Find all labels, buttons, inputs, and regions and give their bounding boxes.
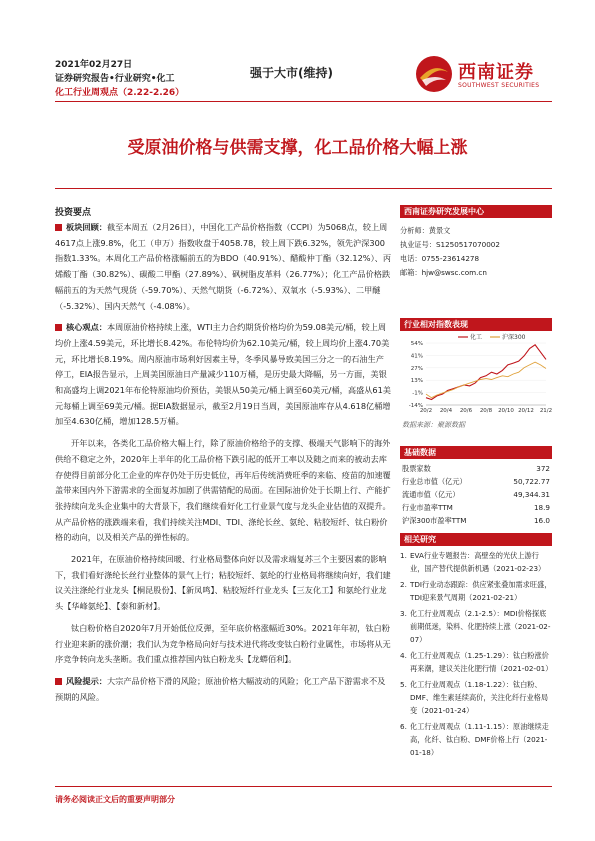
paragraph-risk: [55, 674, 392, 705]
paragraph-lead: 风险提示：: [66, 675, 107, 686]
paragraph-sector-review: [55, 220, 392, 314]
list-item[interactable]: [400, 549, 552, 575]
table-row: [400, 514, 552, 527]
company-logo: [414, 54, 554, 96]
item-text: EVA行业专题报告：高壁垒的光伏上游行业，国产替代提供新机遇（2021-02-23）: [410, 551, 546, 573]
list-item[interactable]: [400, 678, 552, 717]
report-weekly: 化工行业周观点（2.22-2.26）: [55, 88, 185, 98]
row-key: 行业市盈率TTM: [402, 503, 453, 512]
y-tick-label: -1%: [412, 390, 423, 397]
item-number: 4.: [400, 651, 407, 660]
item-text: 化工行业周观点（2.1-2.5）：MDI价格探底前期低迷，染料、化肥持续上涨（2021-02-07）: [410, 609, 551, 644]
basic-data-section: [400, 446, 552, 527]
index-chart-bar: 行业相对指数表现: [400, 318, 552, 331]
x-tick-label: 20/8: [479, 408, 493, 414]
series-line-0: [426, 345, 546, 400]
legend-label-a: 化工: [470, 334, 483, 341]
paragraph-text: 本周原油价格持续上涨，WTI主力合约期货价格均价为59.08美元/桶，较上周均价上涨4.59美元，环比增长8.42%。布伦特均价为62.10美元/桶，较上周均价上涨4.70美元，环比增长8.19%。周内原油市场利好因素主导，冬季风暴导致美国三分之一的石油生产停工，EIA报告显示，上周美国原油日产量减少110万桶，是历史最大降幅，另一方面，美银和高盛均上调2021年布伦特原油均价预估，美银从50美元/桶上调至60美元/桶，高盛从61美元每桶上调至69美元/桶。据EIA数据显示，截至2月19日当周，美国原油库存从4.618亿桶增加至4.630亿桶，增加128.5万桶。: [55, 322, 391, 427]
paragraph-lead: 核心观点：: [66, 322, 107, 333]
footer-divider: [55, 786, 552, 787]
index-chart-section: [400, 318, 552, 419]
row-value: 372: [536, 464, 550, 473]
table-row: [400, 462, 552, 475]
report-title: 受原油价格与供需支撑，化工品价格大幅上涨: [127, 138, 468, 158]
bullet-icon: [55, 324, 62, 331]
index-line-chart: [400, 331, 552, 415]
x-tick-label: 20/12: [518, 408, 534, 414]
report-type: 证券研究报告•行业研究•化工: [55, 74, 175, 84]
item-number: 2.: [400, 580, 407, 589]
y-tick-label: 27%: [410, 365, 423, 372]
x-tick-label: 20/4: [439, 408, 453, 414]
paragraph-text: 钛白粉价格自2020年7月开始低位反弹，至年底价格涨幅近30%。2021年年初，钛白粉行业迎来新的涨价潮；我们认为竞争格局向好与技术进代将改变钛白粉行业属性，市场将从无序竞争转向龙头垄断。我们重点推荐国内钛白粉龙头【龙蟒佰利】。: [55, 622, 391, 665]
x-tick-label: 21/2: [539, 408, 552, 414]
row-value: 50,722.77: [513, 477, 550, 486]
paragraph-polyester: [55, 552, 392, 615]
item-number: 5.: [400, 680, 407, 689]
list-item[interactable]: [400, 607, 552, 646]
list-item[interactable]: [400, 578, 552, 604]
y-tick-label: -14%: [408, 403, 423, 409]
item-text: 化工行业周观点（1.18-1.22）：钛白粉、DMF、维生素延续高价，关注化纤行业格局变（2021-01-24）: [410, 680, 549, 715]
x-tick-label: 20/10: [498, 408, 514, 414]
item-number: 6.: [400, 722, 407, 731]
item-text: TDI行业动态跟踪：供应紧张叠加需求旺盛，TDI迎来景气周期（2021-02-21）: [410, 580, 552, 602]
row-key: 股票家数: [402, 464, 431, 473]
header-meta: [55, 58, 184, 100]
analyst-bar: 西南证券研究发展中心: [400, 205, 552, 218]
row-key: 行业总市值（亿元）: [402, 477, 467, 486]
related-research-section: [400, 533, 552, 759]
analyst-info: [400, 224, 552, 280]
report-date: 2021年02月27日: [55, 60, 133, 70]
footer-disclaimer: 请务必阅读正文后的重要声明部分: [55, 795, 175, 804]
paragraph-text: 2021年，在原油价格持续回暖、行业格局整体向好以及需求端复苏三个主要因素的影响下，我们看好涤纶长丝行业整体的景气上行；粘胶短纤、氨纶的行业格局将继续向好，我们建议关注涤纶行业龙头【桐昆股份】、【新凤鸣】、粘胶短纤行业龙头【三友化工】和氨纶行业龙头【华峰氨纶】、【泰和新材】。: [55, 554, 391, 612]
row-value: 18.9: [533, 503, 550, 512]
analyst-email[interactable]: 邮箱：hjw@swsc.com.cn: [400, 268, 487, 277]
paragraph-core-view: [55, 320, 392, 430]
legend-label-b: 沪深300: [502, 334, 526, 341]
y-tick-label: 13%: [410, 378, 423, 385]
rating: 强于大市(维持): [250, 66, 333, 80]
paragraph-lead: 板块回顾：: [66, 222, 107, 232]
table-row: [400, 488, 552, 501]
item-number: 1.: [400, 551, 407, 560]
y-tick-label: 41%: [410, 353, 423, 360]
title-divider: [55, 188, 552, 189]
related-bar: 相关研究: [400, 533, 552, 546]
header-divider: [55, 101, 552, 102]
bullet-icon: [55, 224, 62, 231]
basic-data-table: [400, 462, 552, 527]
analyst-license: 执业证号：S1250517070002: [400, 240, 500, 249]
item-text: 化工行业周观点（1.11-1.15）：原油继续走高，化纤、钛白粉、DMF价格上行（2021-01-18）: [410, 722, 549, 757]
row-value: 49,344.31: [513, 490, 550, 499]
chart-source: 数据来源：聚源数据: [402, 421, 465, 429]
y-tick-label: 54%: [410, 341, 423, 347]
item-text: 化工行业周观点（1.25-1.29）：钛白粉涨价再来潮，建议关注化肥行情（2021-02-01）: [410, 651, 553, 673]
main-body: [55, 220, 392, 711]
basic-data-bar: 基础数据: [400, 446, 552, 459]
x-tick-label: 20/6: [459, 408, 473, 414]
paragraph-text: 开年以来，各类化工品价格大幅上行，除了原油价格给予的支撑、极端天气影响下的海外供给不稳定之外，2020年上半年的化工品价格下跌引起的低开工率以及随之而来的被动去库存使得目前部分化工企业的库存仍处于历史低位，再年后传统消费旺季的来临、疫苗的加速覆盖带来国内外下游需求的全面复苏加剧了供需错配的局面。在国际油价处于长期上行、产能扩张持续向龙头企业集中的大背景下，我们继续看好化工行业景气度与龙头企业估值的双提升。从产品价格的涨跌端来看，我们持续关注MDI、TDI、涤纶长丝、氨纶、粘胶短纤、钛白粉价格的动向，以及相关产品的弹性标的。: [55, 438, 391, 543]
item-number: 3.: [400, 609, 407, 618]
analyst-name: 分析师：黄景文: [400, 226, 451, 235]
table-row: [400, 475, 552, 488]
logo-text-cn: 西南证券: [458, 62, 534, 83]
bullet-icon: [55, 678, 62, 685]
logo-mark-icon: [414, 54, 454, 94]
paragraph-titanium: [55, 621, 392, 668]
table-row: [400, 501, 552, 514]
paragraph-outlook: [55, 436, 392, 546]
analyst-section: [400, 205, 552, 280]
row-key: 流通市值（亿元）: [402, 490, 460, 499]
list-item[interactable]: [400, 720, 552, 759]
summary-heading: 投资要点: [55, 208, 92, 218]
row-key: 沪深300市盈率TTM: [402, 516, 467, 525]
x-tick-label: 20/2: [419, 408, 433, 414]
list-item[interactable]: [400, 649, 552, 675]
logo-text-en: SOUTHWEST SECURITIES: [458, 82, 540, 89]
analyst-phone: 电话：0755-23614278: [400, 254, 480, 263]
paragraph-text: 截至本周五（2月26日），中国化工产品价格指数（CCPI）为5068点，较上周4617点上涨9.8%，化工（申万）指数收盘于4058.78，较上周下跌6.32%，领先沪深300指数1.33%。本周化工产品价格涨幅前五的为BDO（40.91%）、醋酸仲丁酯（32.12%）、丙烯酸丁酯（30.82%）、碳酸二甲酯（27.89%）、砜树脂皮革料（26.77%）；化工产品价格跌幅前五的为天然气现货（-59.70%）、天然气期货（-6.72%）、双氧水（-5.93%）、二甲醚（-5.32%）、国内天然气（-4.08%）。: [55, 222, 392, 311]
row-value: 16.0: [533, 516, 550, 525]
paragraph-text: 大宗产品价格下滑的风险；原油价格大幅波动的风险；化工产品下游需求不及预期的风险。: [55, 675, 386, 702]
